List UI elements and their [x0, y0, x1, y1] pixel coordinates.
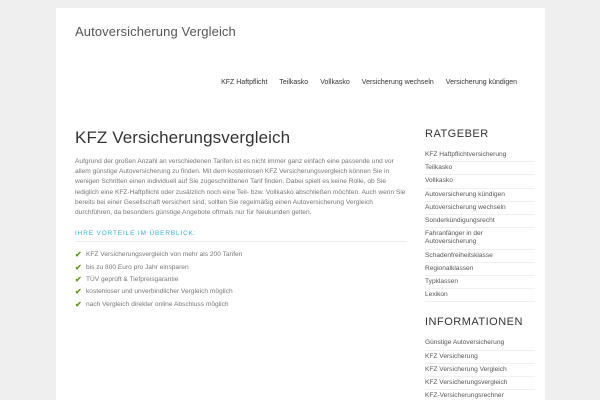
sidebar-link[interactable]: Schadenfreiheitsklasse	[425, 250, 535, 263]
benefit-item	[75, 299, 407, 311]
page-title: KFZ Versicherungsvergleich	[75, 128, 291, 147]
sidebar	[425, 128, 535, 400]
sidebar-link[interactable]: KFZ Versicherungsvergleich	[425, 377, 535, 390]
sidebar-link[interactable]: Regionalklassen	[425, 263, 535, 276]
benefit-text: kostenloser und unverbindlicher Vergleich möglich	[86, 288, 233, 296]
sidebar-link[interactable]: Vollkasko	[425, 175, 535, 188]
sidebar-link[interactable]: Fahranfänger in der Autoversicherung	[425, 228, 535, 249]
benefit-text: KFZ Versicherungsvergleich von mehr als 200 Tarifen	[86, 251, 243, 259]
intro-paragraph: Aufgrund der großen Anzahl an verschiedenen Tarifen ist es nicht immer ganz einfach eine passende und vor allem günstige Autoversicherung zu finden. Mit dem kostenlosen KFZ Versicherungsvergleich können Sie in wenigen Schritten einen individuell auf Sie zugeschnittenen Tarif finden. Dabei spielt es keine Rolle, ob Sie lediglich eine KFZ-Haftpflicht oder zusätzlich noch eine Teil- bzw. Vollkasko abschließen möchten. Auch wenn Sie bereits bei einer Gesellschaft versichert sind, sollten Sie regelmäßig einen Autoversicherung Vergleich durchführen, da besonders günstige Angebote oftmals nur für Neukunden gelten.	[75, 158, 406, 217]
sidebar-link[interactable]: Sonderkündigungsrecht	[425, 215, 535, 228]
benefit-item	[75, 262, 407, 274]
page-container	[56, 8, 545, 400]
nav-item-vollkasko[interactable]: Vollkasko	[320, 79, 350, 86]
checkmark-icon: ✔	[75, 287, 82, 297]
sidebar-link[interactable]: Autoversicherung wechseln	[425, 202, 535, 215]
benefits-list	[75, 249, 407, 311]
sidebar-link[interactable]: Günstige Autoversicherung	[425, 337, 535, 350]
sidebar-link[interactable]: Teilkasko	[425, 162, 535, 175]
checkmark-icon: ✔	[75, 299, 82, 309]
informationen-links	[425, 337, 535, 400]
checkmark-icon: ✔	[75, 250, 82, 260]
benefit-text: TÜV geprüft & Tiefpreisgarantie	[86, 276, 179, 283]
checkmark-icon: ✔	[75, 275, 82, 284]
benefit-item	[75, 274, 407, 286]
sidebar-link[interactable]: KFZ Versicherung Vergleich	[425, 364, 535, 377]
sidebar-link[interactable]: KFZ-Versicherungsrechner	[425, 390, 535, 400]
benefit-item	[75, 249, 407, 261]
site-title[interactable]: Autoversicherung Vergleich	[75, 24, 236, 39]
sidebar-link[interactable]: Autoversicherung kündigen	[425, 189, 535, 202]
nav-item-versicherung-wechseln[interactable]: Versicherung wechseln	[361, 79, 434, 86]
nav-item-teilkasko[interactable]: Teilkasko	[279, 79, 309, 86]
checkmark-icon: ✔	[75, 262, 82, 272]
ratgeber-links	[425, 149, 535, 302]
informationen-widget	[425, 316, 535, 400]
sidebar-link[interactable]: Lexikon	[425, 289, 535, 302]
nav-item-kfz-haftpflicht[interactable]: KFZ Haftpflicht	[221, 79, 268, 86]
sidebar-link[interactable]: Typklassen	[425, 276, 535, 289]
sidebar-link[interactable]: KFZ Versicherung	[425, 351, 535, 364]
benefit-item	[75, 286, 407, 298]
benefit-text: nach Vergleich direkter online Abschluss möglich	[86, 300, 229, 308]
sidebar-link[interactable]: KFZ Haftpflichtversicherung	[425, 149, 535, 162]
benefits-heading: IHRE VORTEILE IM ÜBERBLICK:	[75, 230, 407, 242]
ratgeber-widget	[425, 128, 535, 302]
benefit-text: bis zu 800 Euro pro Jahr einsparen	[86, 263, 189, 271]
widget-title-ratgeber: RATGEBER	[425, 128, 489, 140]
widget-title-informationen: INFORMATIONEN	[425, 316, 523, 329]
main-content	[75, 128, 407, 311]
nav-item-versicherung-kuendigen[interactable]: Versicherung kündigen	[445, 79, 517, 86]
main-nav	[221, 79, 517, 86]
